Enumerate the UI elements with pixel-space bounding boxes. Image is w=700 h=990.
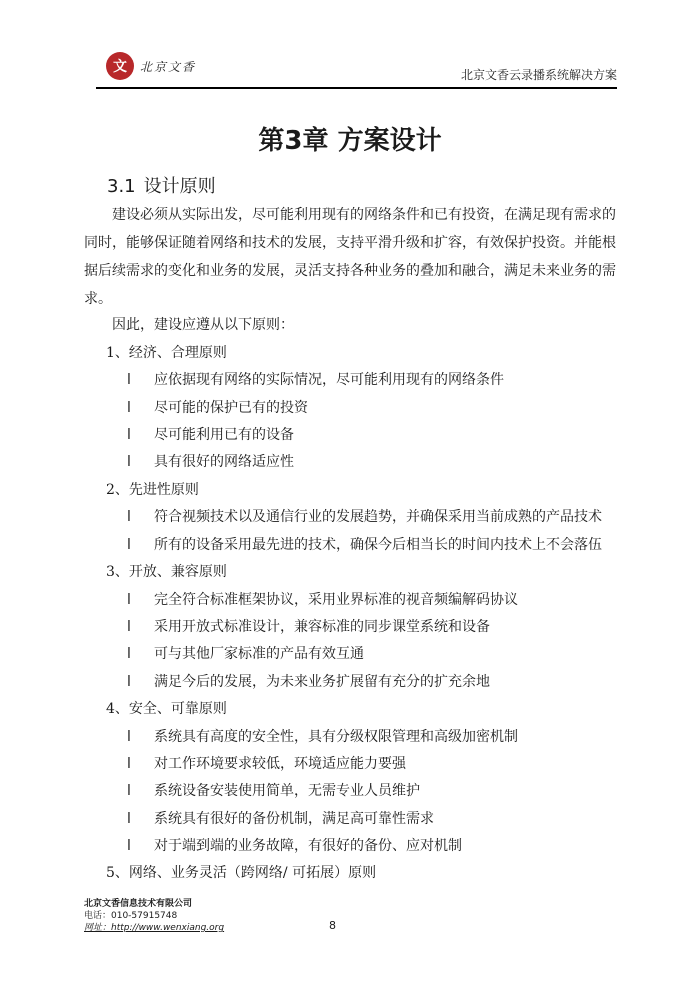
principle-heading: 2、先进性原则 — [106, 482, 199, 498]
list-item — [127, 673, 490, 691]
list-item-text: 可与其他厂家标准的产品有效互通 — [154, 646, 364, 662]
bullet-marker: l — [127, 454, 131, 470]
page-header — [0, 0, 700, 92]
principle-heading: 4、安全、可靠原则 — [106, 701, 227, 717]
principle-heading: 3、开放、兼容原则 — [106, 564, 227, 580]
bullet-marker: l — [127, 509, 131, 525]
list-item — [127, 371, 504, 389]
list-item — [127, 755, 406, 773]
brand-logo-icon: 文 — [106, 52, 134, 80]
list-item-text: 对工作环境要求较低，环境适应能力要强 — [154, 756, 406, 772]
footer-company: 北京文香信息技术有限公司 — [84, 899, 193, 909]
list-item — [127, 508, 602, 526]
chapter-title: 第3章 方案设计 — [258, 126, 442, 156]
list-item-text: 完全符合标准框架协议，采用业界标准的视音频编解码协议 — [154, 592, 518, 608]
list-item — [127, 399, 308, 417]
list-item-text: 尽可能利用已有的设备 — [154, 427, 294, 443]
list-item — [127, 728, 518, 746]
list-item — [127, 618, 490, 636]
list-item-text: 系统具有很好的备份机制，满足高可靠性需求 — [154, 811, 434, 827]
list-item-text: 满足今后的发展，为未来业务扩展留有充分的扩充余地 — [154, 674, 490, 690]
footer-phone: 电话：010-57915748 — [84, 911, 178, 921]
bullet-marker: l — [127, 537, 131, 553]
list-item — [127, 782, 420, 800]
section-heading — [107, 172, 216, 198]
document-title: 北京文香云录播系统解决方案 — [460, 68, 617, 82]
bullet-marker: l — [127, 372, 131, 388]
bullet-marker: l — [127, 400, 131, 416]
list-item — [127, 426, 294, 444]
footer-website-link[interactable]: 网址：http://www.wenxiang.org — [84, 923, 225, 933]
brand-logo-text: 北京文香 — [140, 60, 197, 74]
list-item-text: 符合视频技术以及通信行业的发展趋势，并确保采用当前成熟的产品技术 — [154, 509, 602, 525]
list-item — [127, 536, 602, 554]
list-item — [127, 591, 518, 609]
bullet-marker: l — [127, 783, 131, 799]
lead-in-text: 因此，建设应遵从以下原则： — [112, 317, 294, 333]
list-item — [127, 810, 434, 828]
page-number: 8 — [329, 919, 336, 932]
intro-paragraph: 建设必须从实际出发，尽可能利用现有的网络条件和已有投资，在满足现有需求的同时，能够保证随着网络和技术的发展，支持平滑升级和扩容，有效保护投资。并能根据后续需求的变化和业务的发展，灵活支持各种业务的叠加和融合，满足未来业务的需求。 — [84, 207, 616, 307]
page-footer — [84, 898, 224, 934]
list-item-text: 尽可能的保护已有的投资 — [154, 400, 308, 416]
section-title: 设计原则 — [143, 176, 216, 197]
list-item-text: 系统设备安装使用简单，无需专业人员维护 — [154, 783, 420, 799]
bullet-marker: l — [127, 729, 131, 745]
bullet-marker: l — [127, 756, 131, 772]
bullet-marker: l — [127, 646, 131, 662]
principle-heading: 1、经济、合理原则 — [106, 345, 227, 361]
header-divider — [96, 87, 617, 89]
list-item-text: 所有的设备采用最先进的技术，确保今后相当长的时间内技术上不会落伍 — [154, 537, 602, 553]
bullet-marker: l — [127, 811, 131, 827]
list-item-text: 对于端到端的业务故障，有很好的备份、应对机制 — [154, 838, 462, 854]
list-item-text: 采用开放式标准设计，兼容标准的同步课堂系统和设备 — [154, 619, 490, 635]
list-item — [127, 453, 294, 471]
list-item-text: 应依据现有网络的实际情况，尽可能利用现有的网络条件 — [154, 372, 504, 388]
list-item — [127, 837, 462, 855]
principle-heading: 5、网络、业务灵活（跨网络/ 可拓展）原则 — [106, 865, 377, 881]
bullet-marker: l — [127, 592, 131, 608]
bullet-marker: l — [127, 619, 131, 635]
section-number: 3.1 — [107, 176, 136, 197]
list-item-text: 系统具有高度的安全性，具有分级权限管理和高级加密机制 — [154, 729, 518, 745]
bullet-marker: l — [127, 427, 131, 443]
bullet-marker: l — [127, 674, 131, 690]
list-item-text: 具有很好的网络适应性 — [154, 454, 294, 470]
bullet-marker: l — [127, 838, 131, 854]
list-item — [127, 645, 364, 663]
